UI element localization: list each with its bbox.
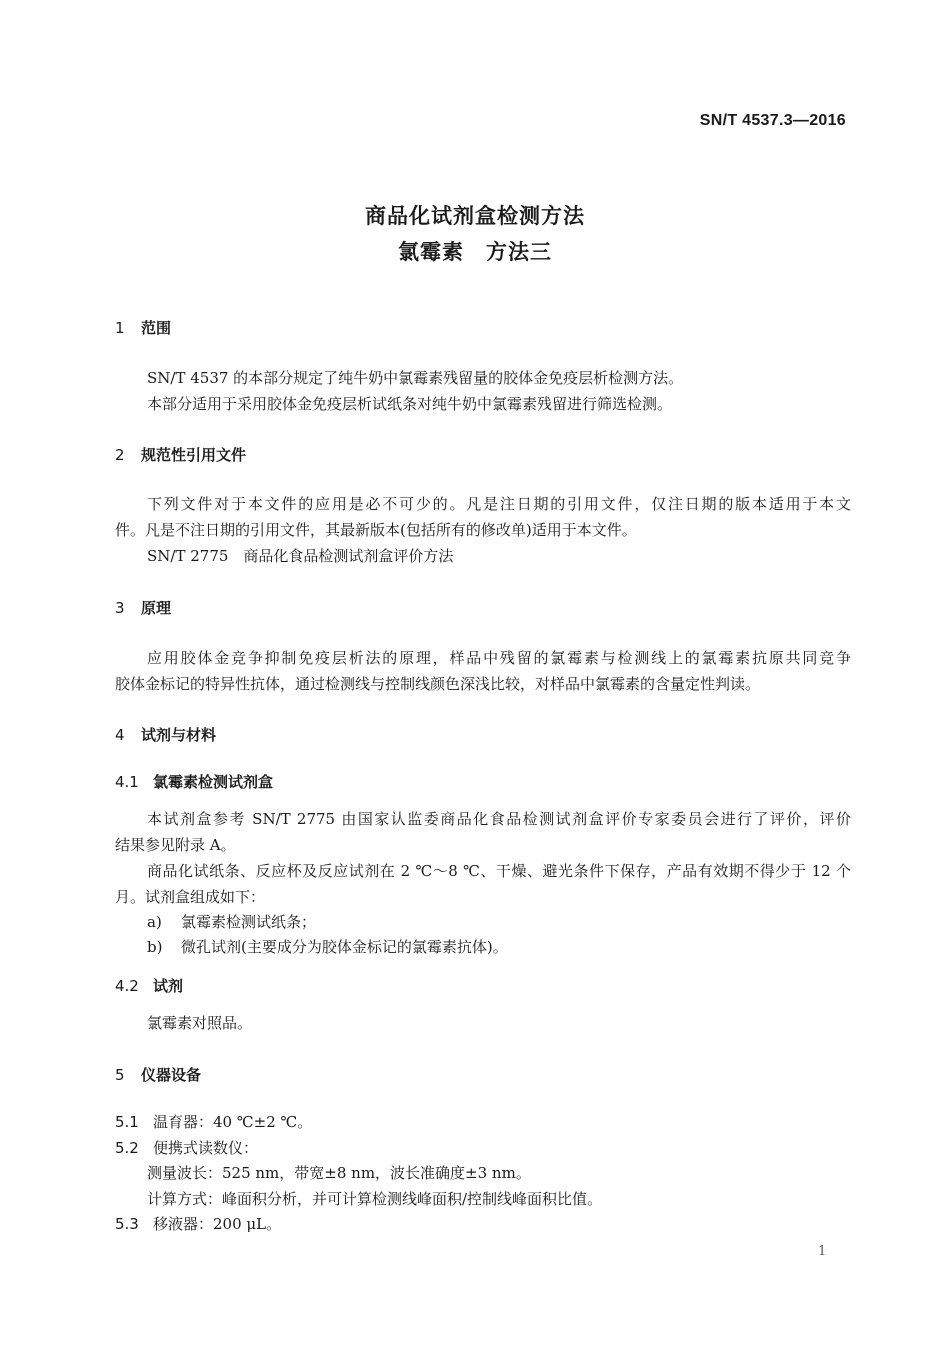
section-number: 5 (115, 1066, 125, 1084)
clause-text: 移液器：200 μL。 (153, 1215, 282, 1233)
section-title: 范围 (141, 319, 172, 337)
subsection-title: 试剂 (153, 977, 184, 995)
section-number: 2 (115, 446, 125, 464)
section-title: 试剂与材料 (141, 726, 217, 744)
paragraph: 本部分适用于采用胶体金免疫层析试纸条对纯牛奶中氯霉素残留进行筛选检测。 (147, 395, 673, 413)
section-1-heading (115, 317, 171, 338)
clause-5-3 (115, 1214, 281, 1234)
list-item-text: 氯霉素检测试纸条； (181, 913, 317, 931)
normative-reference: SN/T 2775 商品化食品检测试剂盒评价方法 (147, 547, 454, 565)
section-3-heading (115, 597, 171, 618)
paragraph-continued: 件。凡是不注日期的引用文件，其最新版本(包括所有的修改单)适用于本文件。 (115, 521, 637, 539)
clause-number: 5.2 (115, 1139, 139, 1157)
clause-text: 温育器：40 ℃±2 ℃。 (153, 1113, 313, 1131)
paragraph-continued: 胶体金标记的特异性抗体，通过检测线与控制线颜色深浅比较，对样品中氯霉素的含量定性判读。 (115, 675, 761, 693)
section-title: 仪器设备 (141, 1066, 202, 1084)
section-2-heading (115, 444, 246, 465)
section-5-heading (115, 1064, 201, 1085)
standard-number: SN/T 4537.3—2016 (699, 112, 846, 129)
paragraph: SN/T 4537 的本部分规定了纯牛奶中氯霉素残留量的胶体金免疫层析检测方法。 (147, 369, 684, 387)
paragraph: 氯霉素对照品。 (147, 1014, 253, 1032)
subsection-number: 4.2 (115, 977, 139, 995)
paragraph: 商品化试纸条、反应杯及反应试剂在 2 ℃～8 ℃、干燥、避光条件下保存，产品有效期不得少于 12 个 (147, 862, 851, 880)
clause-text: 便携式读数仪： (153, 1139, 259, 1157)
clause-5-1 (115, 1112, 312, 1132)
section-title: 原理 (141, 599, 172, 617)
clause-5-2 (115, 1138, 258, 1158)
paragraph-continued: 月。试剂盒组成如下： (115, 888, 266, 906)
subsection-4-1-heading (115, 771, 273, 792)
clause-number: 5.1 (115, 1113, 139, 1131)
doc-title-line1: 商品化试剂盒检测方法 (365, 204, 585, 228)
paragraph: 应用胶体金竞争抑制免疫层析法的原理，样品中残留的氯霉素与检测线上的氯霉素抗原共同竞争 (147, 649, 851, 667)
list-item-label: a) (147, 913, 162, 931)
list-item-label: b) (147, 938, 163, 956)
section-number: 3 (115, 599, 125, 617)
list-item-text: 微孔试剂(主要成分为胶体金标记的氯霉素抗体)。 (181, 938, 508, 956)
page-number: 1 (818, 1244, 827, 1259)
paragraph: 本试剂盒参考 SN/T 2775 由国家认监委商品化食品检测试剂盒评价专家委员会进行了评价，评价 (147, 810, 851, 828)
section-title: 规范性引用文件 (141, 446, 247, 464)
section-number: 4 (115, 726, 125, 744)
subsection-title: 氯霉素检测试剂盒 (153, 773, 274, 791)
paragraph: 下列文件对于本文件的应用是必不可少的。凡是注日期的引用文件，仅注日期的版本适用于本文 (147, 495, 851, 513)
clause-number: 5.3 (115, 1215, 139, 1233)
subsection-number: 4.1 (115, 773, 139, 791)
section-4-heading (115, 724, 216, 745)
list-item (147, 912, 316, 932)
clause-detail: 计算方式：峰面积分析，并可计算检测线峰面积/控制线峰面积比值。 (147, 1190, 603, 1208)
section-number: 1 (115, 319, 125, 337)
paragraph-continued: 结果参见附录 A。 (115, 836, 236, 854)
clause-detail: 测量波长：525 nm，带宽±8 nm，波长准确度±3 nm。 (147, 1164, 531, 1182)
doc-title-line2: 氯霉素 方法三 (398, 240, 552, 264)
list-item (147, 937, 508, 957)
subsection-4-2-heading (115, 975, 183, 996)
